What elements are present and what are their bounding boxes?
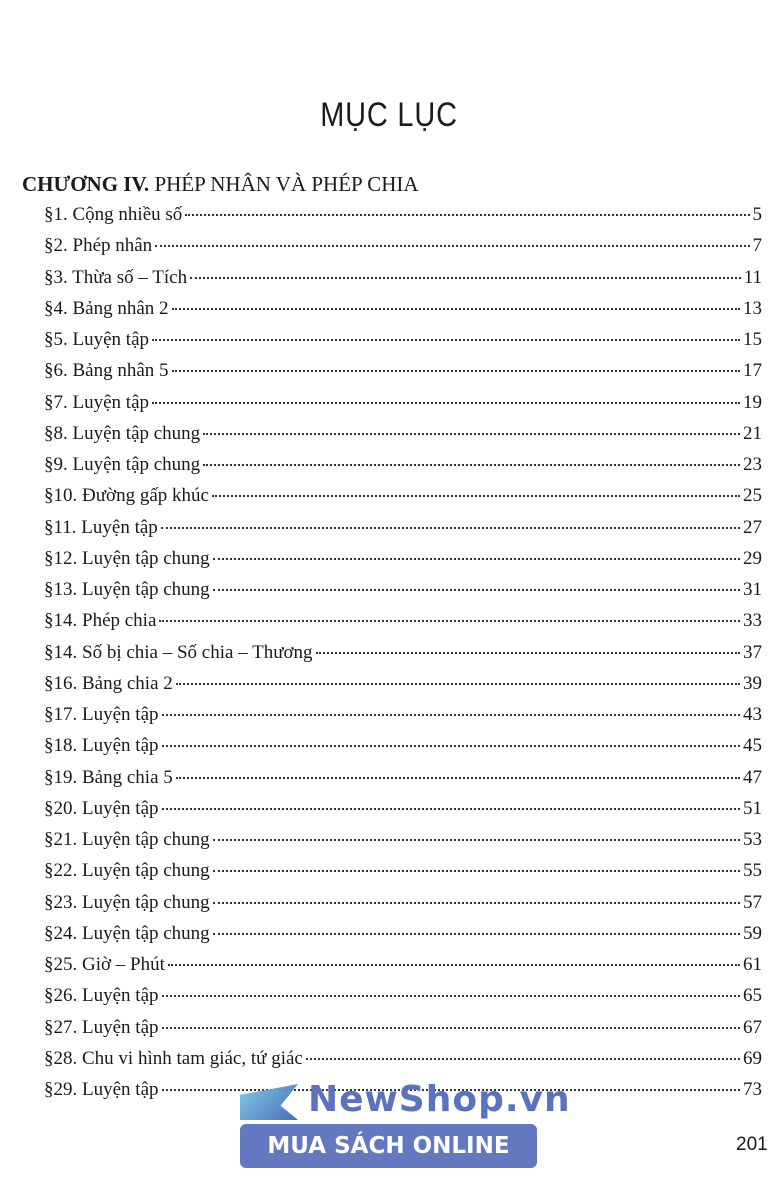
- toc-entry-page: 17: [743, 360, 762, 382]
- toc-entry-page: 73: [743, 1079, 762, 1100]
- toc-entry-label: §20. Luyện tập: [44, 797, 159, 819]
- toc-entry-label: §27. Luyện tập: [44, 1016, 159, 1038]
- toc-entry: [44, 548, 762, 579]
- toc-entry-label: §7. Luyện tập: [44, 391, 150, 413]
- toc-entry: [44, 892, 762, 923]
- toc-entry-page: 47: [743, 766, 762, 788]
- toc-entry-label: §8. Luyện tập chung: [44, 422, 201, 444]
- toc-entry-page: 29: [743, 547, 762, 569]
- page-number: 201: [736, 1134, 768, 1155]
- dot-leader: [212, 495, 740, 497]
- toc-entry-label: §14. Phép chia: [44, 610, 157, 632]
- toc-entry-label: §10. Đường gấp khúc: [44, 485, 209, 507]
- toc-entry-label: §6. Bảng nhân 5: [44, 360, 169, 382]
- toc-entry: [44, 329, 762, 360]
- dot-leader: [190, 277, 741, 279]
- chapter-heading: [22, 172, 419, 197]
- toc-entry-label: §4. Bảng nhân 2: [44, 297, 169, 319]
- toc-entry-label: §18. Luyện tập: [44, 735, 159, 757]
- toc-entry: [44, 735, 762, 766]
- toc-entry: [44, 642, 762, 673]
- toc-entry-label: §13. Luyện tập chung: [44, 579, 210, 600]
- dot-leader: [213, 558, 740, 560]
- toc-entry: [44, 267, 762, 298]
- dot-leader: [155, 245, 749, 247]
- chapter-label: CHƯƠNG IV.: [22, 172, 150, 196]
- newshop-logo: [240, 1079, 571, 1122]
- toc-entry-label: §16. Bảng chia 2: [44, 672, 173, 694]
- page-title: MỤC LỤC: [320, 96, 458, 134]
- toc-entry-label: §24. Luyện tập chung: [44, 922, 210, 944]
- toc-entry-label: §29. Luyện tập: [44, 1079, 159, 1100]
- arrow-logo-icon: [240, 1084, 298, 1120]
- dot-leader: [176, 777, 740, 779]
- toc-entry: [44, 860, 762, 891]
- toc-entry: [44, 517, 762, 548]
- toc-entry: [44, 673, 762, 704]
- toc-entry-page: 13: [743, 297, 762, 319]
- dot-leader: [162, 1027, 740, 1029]
- dot-leader: [213, 589, 740, 591]
- toc-entry: [44, 454, 762, 485]
- dot-leader: [168, 964, 740, 966]
- toc-entry-page: 37: [743, 641, 762, 663]
- dot-leader: [306, 1058, 740, 1060]
- toc-entry-label: §21. Luyện tập chung: [44, 829, 210, 850]
- toc-entry-page: 25: [743, 485, 762, 507]
- toc-entry-page: 11: [743, 266, 762, 288]
- toc-entry: [44, 579, 762, 610]
- dot-leader: [213, 933, 740, 935]
- toc-entry-page: 61: [743, 954, 762, 975]
- toc-entry-label: §2. Phép nhân: [44, 235, 153, 257]
- toc-entry: [44, 485, 762, 516]
- toc-entry-page: 69: [743, 1047, 762, 1069]
- toc-entry-page: 57: [743, 891, 762, 913]
- toc-entry-label: §26. Luyện tập: [44, 985, 159, 1007]
- toc-entry-label: §23. Luyện tập chung: [44, 891, 210, 913]
- toc-entry-page: 7: [752, 235, 762, 257]
- toc-entry-label: §28. Chu vi hình tam giác, tứ giác: [44, 1047, 303, 1069]
- chapter-name: PHÉP NHÂN VÀ PHÉP CHIA: [154, 172, 419, 196]
- toc-entry: [44, 798, 762, 829]
- buy-online-button[interactable]: MUA SÁCH ONLINE: [240, 1124, 537, 1168]
- dot-leader: [176, 683, 740, 685]
- toc-entry: [44, 1048, 762, 1079]
- toc-entry-page: 43: [743, 704, 762, 725]
- toc-entry: [44, 704, 762, 735]
- dot-leader: [162, 995, 740, 997]
- toc-entry-page: 65: [743, 985, 762, 1007]
- dot-leader: [172, 370, 740, 372]
- toc-entry-page: 19: [743, 391, 762, 413]
- toc-entry-page: 45: [743, 735, 762, 757]
- toc-entry-label: §14. Số bị chia – Số chia – Thương: [44, 641, 313, 663]
- toc-entry-page: 53: [743, 829, 762, 850]
- toc-entry-page: 21: [743, 422, 762, 444]
- toc-entry-label: §17. Luyện tập: [44, 704, 159, 725]
- toc-entry-label: §12. Luyện tập chung: [44, 547, 210, 569]
- toc-entry-page: 27: [743, 516, 762, 538]
- toc-entry: [44, 298, 762, 329]
- dot-leader: [213, 839, 740, 841]
- toc-entry-label: §5. Luyện tập: [44, 329, 150, 350]
- toc-entry: [44, 610, 762, 641]
- toc-entry-label: §9. Luyện tập chung: [44, 454, 201, 475]
- dot-leader: [162, 745, 740, 747]
- toc-entry-label: §25. Giờ – Phút: [44, 954, 165, 975]
- toc-entry: [44, 954, 762, 985]
- toc-entry: [44, 423, 762, 454]
- dot-leader: [161, 527, 740, 529]
- toc-entry-page: 15: [743, 329, 762, 350]
- toc-entry-page: 33: [743, 610, 762, 632]
- toc-entry: [44, 985, 762, 1016]
- toc-entry: [44, 392, 762, 423]
- dot-leader: [203, 433, 740, 435]
- dot-leader: [152, 339, 740, 341]
- toc-entry: [44, 767, 762, 798]
- toc-entry-label: §1. Cộng nhiều số: [44, 204, 183, 225]
- logo-text: NewShop.vn: [308, 1079, 571, 1120]
- toc-entry: [44, 235, 762, 266]
- toc-entry-page: 31: [743, 579, 762, 600]
- dot-leader: [172, 308, 740, 310]
- toc-entry-page: 5: [752, 204, 762, 225]
- toc-entry-page: 55: [743, 860, 762, 882]
- toc-entry: [44, 923, 762, 954]
- dot-leader: [213, 870, 740, 872]
- dot-leader: [203, 464, 740, 466]
- toc-entry-label: §3. Thừa số – Tích: [44, 266, 188, 288]
- toc-entry: [44, 204, 762, 235]
- dot-leader: [213, 902, 740, 904]
- dot-leader: [316, 652, 740, 654]
- toc-entry: [44, 829, 762, 860]
- toc-entry-page: 51: [743, 797, 762, 819]
- dot-leader: [162, 808, 740, 810]
- dot-leader: [159, 620, 740, 622]
- toc-entry-label: §19. Bảng chia 5: [44, 766, 173, 788]
- dot-leader: [185, 214, 749, 216]
- dot-leader: [162, 714, 740, 716]
- toc-entry-page: 23: [743, 454, 762, 475]
- toc-entry: [44, 1017, 762, 1048]
- dot-leader: [152, 402, 740, 404]
- toc-list: [44, 204, 762, 1110]
- toc-entry-page: 39: [743, 672, 762, 694]
- toc-entry-page: 67: [743, 1016, 762, 1038]
- toc-entry-page: 59: [743, 922, 762, 944]
- toc-entry: [44, 360, 762, 391]
- toc-entry-label: §22. Luyện tập chung: [44, 860, 210, 882]
- toc-entry-label: §11. Luyện tập: [44, 516, 158, 538]
